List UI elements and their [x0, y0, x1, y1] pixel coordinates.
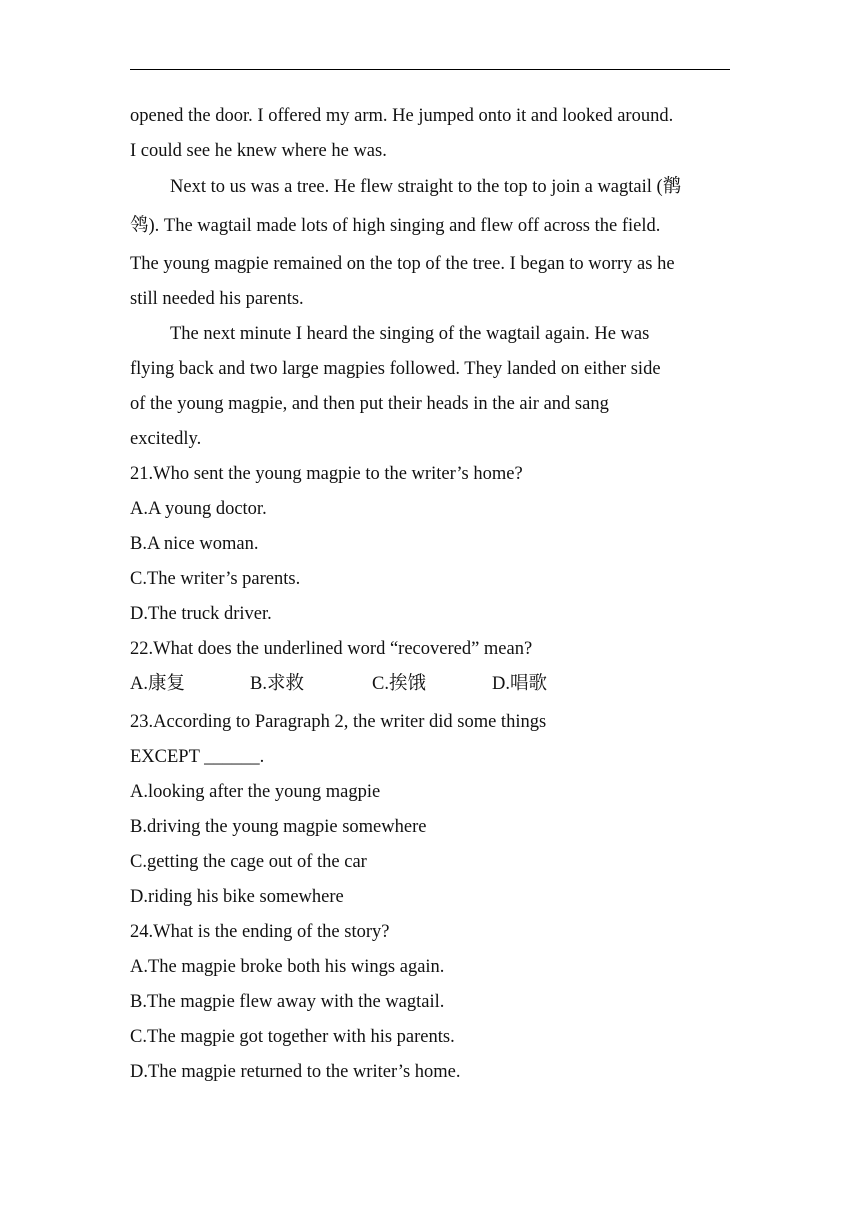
passage-line: 鸰). The wagtail made lots of high singing and flew off across the field.: [130, 216, 661, 236]
passage-line: flying back and two large magpies followed. They landed on either side: [130, 359, 661, 379]
option-d: D.The magpie returned to the writer’s home.: [130, 1062, 461, 1082]
option-a: A.A young doctor.: [130, 499, 267, 519]
option-d: D.唱歌: [492, 674, 547, 694]
option-b: B.A nice woman.: [130, 534, 259, 554]
option-a: A.康复: [130, 674, 185, 694]
passage-line: The young magpie remained on the top of the tree. I began to worry as he: [130, 254, 675, 274]
passage-line: I could see he knew where he was.: [130, 141, 387, 161]
option-a: A.looking after the young magpie: [130, 782, 381, 802]
option-c: C.The magpie got together with his parents.: [130, 1027, 455, 1047]
option-c: C.getting the cage out of the car: [130, 852, 367, 872]
passage-line: The next minute I heard the singing of the wagtail again. He was: [170, 324, 650, 344]
question-stem: 24.What is the ending of the story?: [130, 922, 390, 942]
option-b: B.求救: [250, 674, 304, 694]
question-stem-continued: EXCEPT ______.: [130, 747, 265, 767]
option-b: B.The magpie flew away with the wagtail.: [130, 992, 445, 1012]
question-stem: 23.According to Paragraph 2, the writer did some things: [130, 712, 547, 732]
passage-line: opened the door. I offered my arm. He jumped onto it and looked around.: [130, 106, 674, 126]
question-stem: 21.Who sent the young magpie to the writer’s home?: [130, 464, 523, 484]
option-d: D.The truck driver.: [130, 604, 272, 624]
option-b: B.driving the young magpie somewhere: [130, 817, 427, 837]
option-c: C.挨饿: [372, 674, 426, 694]
option-a: A.The magpie broke both his wings again.: [130, 957, 445, 977]
option-c: C.The writer’s parents.: [130, 569, 301, 589]
header-rule: [130, 69, 730, 70]
passage-line: Next to us was a tree. He flew straight to the top to join a wagtail (鹡: [170, 177, 682, 197]
passage-line: still needed his parents.: [130, 289, 304, 309]
passage-line: excitedly.: [130, 429, 202, 449]
question-stem: 22.What does the underlined word “recovered” mean?: [130, 639, 533, 659]
passage-line: of the young magpie, and then put their heads in the air and sang: [130, 394, 609, 414]
option-d: D.riding his bike somewhere: [130, 887, 344, 907]
